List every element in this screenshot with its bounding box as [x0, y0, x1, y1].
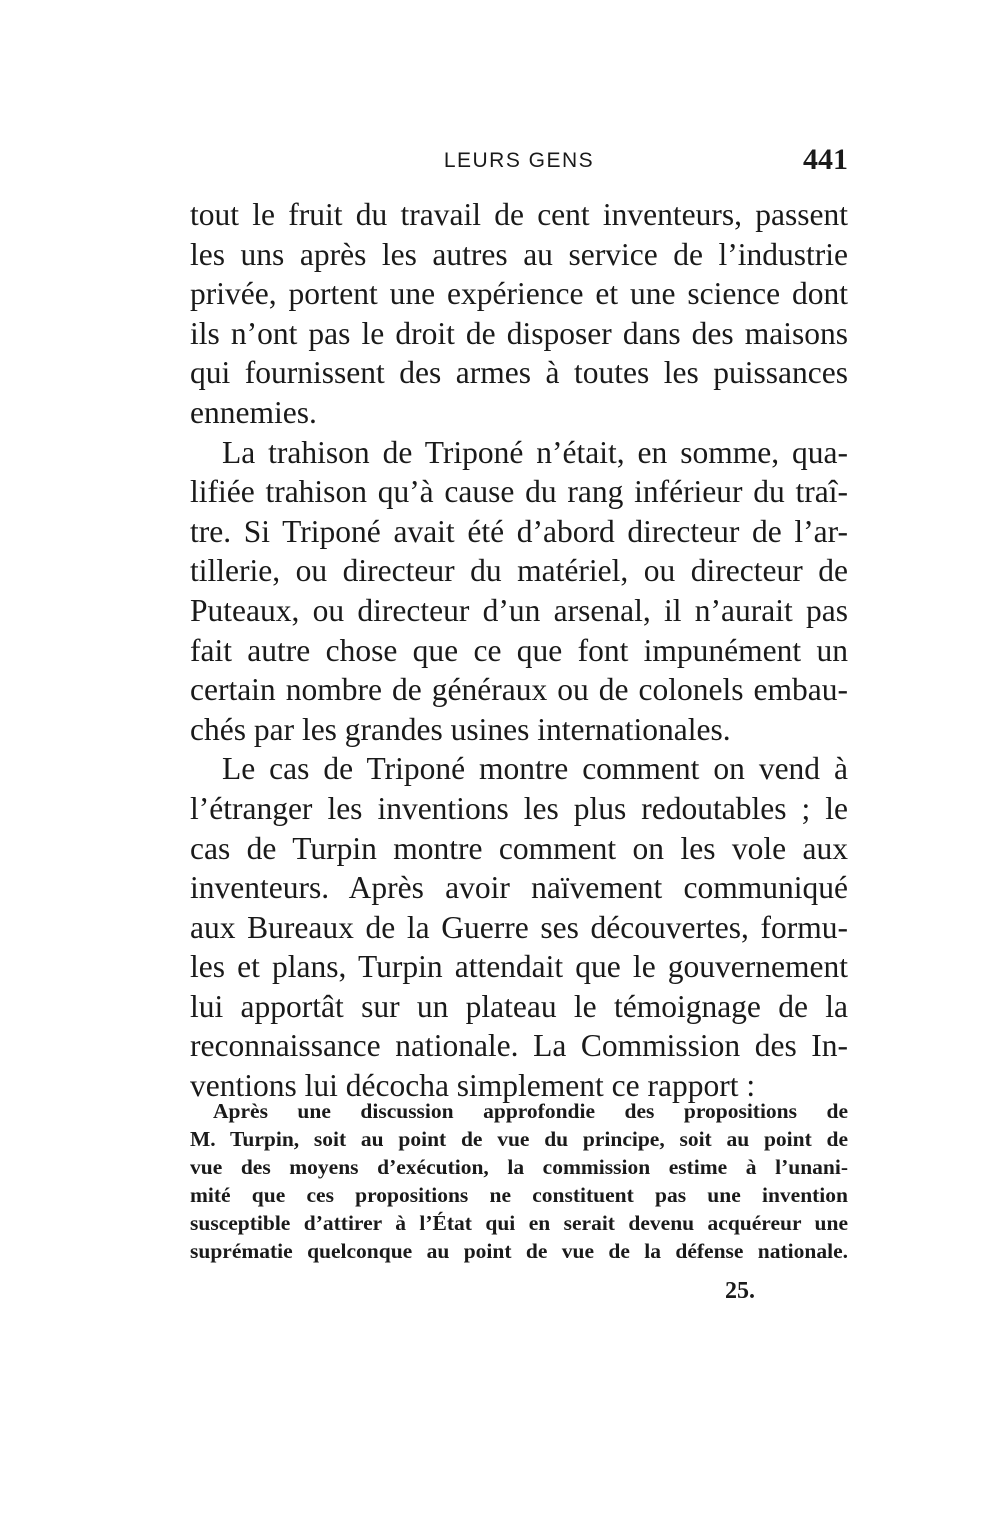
text-line: privée, portent une expérience et une science dont: [190, 276, 848, 312]
text-line: les uns après les autres au service de l’industrie: [190, 236, 848, 272]
paragraph-3: [190, 749, 848, 1105]
quote-line: mité que ces propositions ne constituent pas une invention: [190, 1183, 848, 1207]
text-line: inventeurs. Après avoir naïvement communiqué: [190, 870, 848, 906]
text-line: Le cas de Triponé montre comment on vend à: [222, 751, 848, 787]
text-line: aux Bureaux de la Guerre ses découvertes, formu-: [190, 909, 848, 945]
quote-line: M. Turpin, soit au point de vue du principe, soit au point de: [190, 1127, 848, 1151]
quote-line: vue des moyens d’exécution, la commission estime à l’unani-: [190, 1155, 848, 1179]
running-title: LEURS GENS: [443, 149, 595, 172]
text-line: lui apportât sur un plateau le témoignage de la: [190, 988, 848, 1024]
text-line: ils n’ont pas le droit de disposer dans des maisons: [190, 315, 848, 351]
text-line: fait autre chose que ce que font impunément un: [190, 632, 848, 668]
text-line: tout le fruit du travail de cent inventeurs, passent: [190, 197, 848, 232]
quote-line: suprématie quelconque au point de vue de la défense nationale.: [190, 1239, 848, 1263]
running-head: [190, 143, 848, 183]
block-quotation: [190, 1097, 848, 1265]
text-line: ennemies.: [190, 394, 317, 430]
page-number: 441: [803, 143, 848, 176]
signature-mark: 25.: [725, 1278, 755, 1304]
body-text: [190, 195, 848, 1106]
text-line: cas de Turpin montre comment on les vole aux: [190, 830, 848, 866]
text-line: qui fournissent des armes à toutes les puissances: [190, 355, 848, 391]
text-line: tillerie, ou directeur du matériel, ou directeur de: [190, 553, 848, 589]
text-line: Puteaux, ou directeur d’un arsenal, il n’aurait pas: [190, 592, 848, 628]
text-line: La trahison de Triponé n’était, en somme, qua-: [222, 434, 848, 470]
text-line: certain nombre de généraux ou de colonels embau-: [190, 672, 848, 708]
paragraph-1: [190, 195, 848, 433]
text-line: chés par les grandes usines internationales.: [190, 711, 731, 747]
quote-line: Après une discussion approfondie des propositions de: [213, 1099, 848, 1123]
paragraph-2: [190, 433, 848, 750]
text-line: les et plans, Turpin attendait que le gouvernement: [190, 949, 848, 985]
text-line: reconnaissance nationale. La Commission des In-: [190, 1028, 848, 1064]
quote-line: susceptible d’attirer à l’État qui en serait devenu acquéreur une: [190, 1211, 848, 1235]
text-line: tre. Si Triponé avait été d’abord directeur de l’ar-: [190, 513, 848, 549]
text-line: lifiée trahison qu’à cause du rang inférieur du traî-: [190, 474, 848, 510]
text-line: l’étranger les inventions les plus redoutables ; le: [190, 790, 848, 826]
text-line: ventions lui décocha simplement ce rapport :: [190, 1068, 756, 1104]
